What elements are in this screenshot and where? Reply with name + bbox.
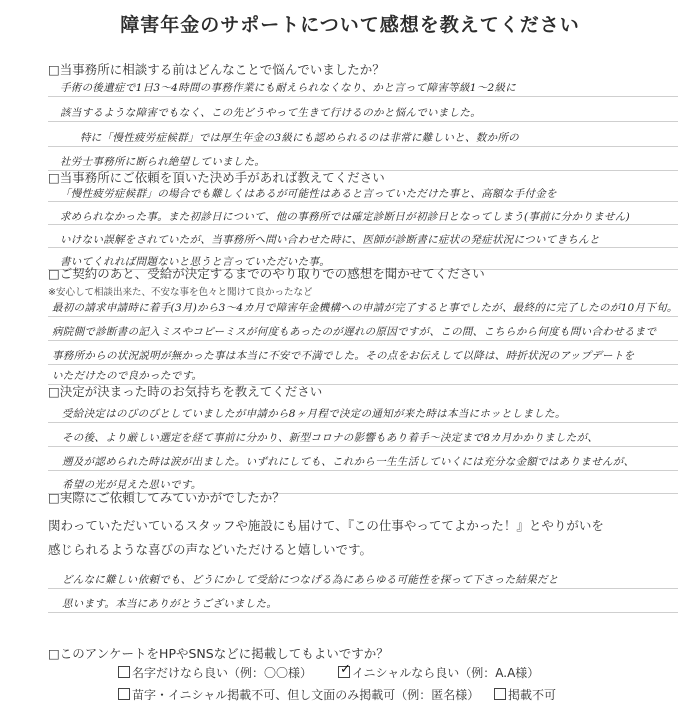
handwritten-answer-line: 書いてくれれば問題ないと思うと言っていただいた事。: [60, 256, 330, 268]
answer-line: [48, 446, 678, 447]
question-3-note: ※安心して相談出来た、不安な事を色々と聞けて良かったなど: [48, 287, 313, 298]
answer-line: [48, 612, 678, 613]
answer-line: [48, 316, 678, 317]
answer-line: [48, 422, 678, 423]
option-surname-only[interactable]: [118, 664, 312, 681]
answer-line: [48, 247, 678, 248]
answer-line: [48, 96, 678, 97]
answer-line: [48, 224, 678, 225]
handwritten-answer-line: 受給決定はのびのびとしていましたが申請から8ヶ月程で決定の通知が来た時は本当にホッとしました。: [62, 408, 566, 420]
survey-title: 障害年金のサポートについて感想を教えてください: [120, 14, 580, 36]
answer-line: [48, 340, 678, 341]
handwritten-answer-line: どんなに難しい依頼でも、どうにかして受給につなげる為にあらゆる可能性を探って下さった結果だと: [62, 574, 559, 586]
question-4: □決定が決まった時のお気持ちを教えてください: [48, 384, 323, 399]
checkbox[interactable]: [118, 666, 130, 678]
question-3: □ご契約のあと、受給が決定するまでのやり取りでの感想を聞かせてください: [48, 266, 485, 281]
answer-line: [48, 364, 678, 365]
handwritten-answer-line: 「慢性疲労症候群」の場合でも難しくはあるが可能性はあると言っていただけた事と、高額な手付金を: [60, 188, 557, 200]
question-2: □当事務所にご依頼を頂いた決め手があれば教えてください: [48, 170, 385, 185]
handwritten-answer-line: 事務所からの状況説明が無かった事は本当に不安で不満でした。その点をお伝えして以降は、時折状況のアップデートを: [52, 350, 635, 362]
handwritten-answer-line: 該当するような障害でもなく、この先どうやって生きて行けるのかと悩んでいました。: [60, 107, 481, 119]
answer-line: [48, 470, 678, 471]
question-5-intro-line: 関わっていただいているスタッフや施設にも届けて、『この仕事やっててよかった！』とやりがいを: [48, 518, 604, 533]
option-text-only[interactable]: [118, 686, 479, 703]
answer-line: [48, 588, 678, 589]
option-initials[interactable]: [338, 664, 539, 681]
handwritten-answer-line: いただけたので良かったです。: [52, 370, 203, 382]
option-label: 苗字・イニシャル掲載不可、但し文面のみ掲載可（例：匿名様）: [132, 688, 480, 702]
handwritten-answer-line: 手術の後遺症で1日3〜4時間の事務作業にも耐えられなくなり、かと言って障害等級1〜2級に: [60, 82, 517, 94]
handwritten-answer-line: 希望の光が見えた思いです。: [62, 479, 202, 491]
checkbox[interactable]: [494, 688, 506, 700]
question-5: □実際にご依頼してみていかがでしたか？: [48, 490, 285, 505]
checkbox[interactable]: [118, 688, 130, 700]
option-no-publish[interactable]: [494, 686, 556, 703]
handwritten-answer-line: 思います。本当にありがとうございました。: [62, 598, 278, 610]
handwritten-answer-line: 最初の請求申請時に着手(3月)から3〜4カ月で障害年金機構への申請が完了すると事でしたが、最終的に完了したのが10月下旬。: [52, 302, 678, 314]
handwritten-answer-line: 社労士事務所に断られ絶望していました。: [60, 156, 266, 168]
option-label: 掲載不可: [508, 688, 557, 702]
checkbox[interactable]: [338, 662, 351, 678]
answer-line: [48, 201, 678, 202]
handwritten-answer-line: 求められなかった事。また初診日について、他の事務所では確定診断日が初診日となってしまう(事前に分かりません): [60, 211, 630, 223]
answer-line: [48, 121, 678, 122]
check-mark-icon: ✓: [340, 662, 351, 677]
question-1: □当事務所に相談する前はどんなことで悩んでいましたか？: [48, 62, 385, 77]
question-6: □このアンケートをHPやSNSなどに掲載してもよいですか？: [48, 646, 389, 661]
option-label: イニシャルなら良い（例：A.A様）: [352, 666, 540, 680]
handwritten-answer-line: いけない誤解をされていたが、当事務所へ問い合わせた時に、医師が診断書に症状の発症状況についてきちんと: [60, 234, 600, 246]
handwritten-answer-line: 特に「慢性疲労症候群」では厚生年金の3級にも認められるのは非常に難しいと、数か所の: [80, 132, 519, 144]
question-5-intro-line: 感じられるような喜びの声などいただけると嬉しいです。: [48, 542, 373, 557]
handwritten-answer-line: 遡及が認められた時は涙が出ました。いずれにしても、これから一生生活していくには充分な金額ではありませんが、: [62, 456, 635, 468]
handwritten-answer-line: 病院側で診断書の記入ミスやコピーミスが何度もあったのが遅れの原因ですが、この間、こちらから何度も問い合わせるまで: [52, 326, 657, 338]
handwritten-answer-line: その後、より厳しい選定を経て事前に分かり、新型コロナの影響もあり着手〜決定まで8カ月かかりましたが、: [62, 432, 599, 444]
answer-line: [48, 146, 678, 147]
option-label: 名字だけなら良い（例：〇〇様）: [132, 666, 313, 680]
